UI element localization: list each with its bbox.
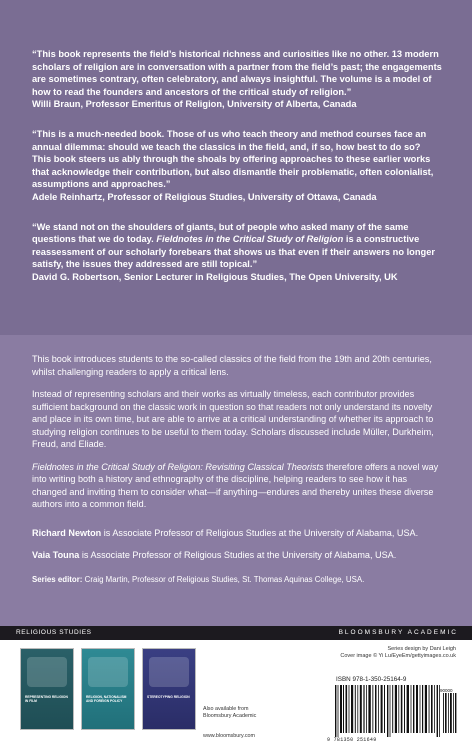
barcode-icon	[335, 685, 457, 737]
publisher-name: BLOOMSBURY ACADEMIC	[338, 629, 458, 636]
endorsements-panel	[0, 0, 472, 335]
quote-attribution: Willi Braun, Professor Emeritus of Religion, University of Alberta, Canada	[32, 99, 357, 110]
quote-text: “This is a much-needed book. Those of us who teach theory and method courses face an annual dilemma: should we teach the classics in the field, and, if so, how best to do so? This book steers us ably through the shoals by offering approaches to these earlier works that acknowledge their contribution, but also dismantle their problematic, often colonialist, assumptions and approaches.”	[32, 128, 434, 190]
image-credit: Cover image © Yi Lu/EyeEm/gettyimages.co.uk	[340, 653, 456, 659]
endorsement-quote	[32, 221, 442, 284]
endorsements-list	[32, 48, 442, 301]
author-bio	[32, 549, 442, 562]
book-description	[32, 353, 442, 596]
series-editor	[32, 574, 442, 587]
cover-art-image	[149, 657, 189, 687]
endorsement-quote	[32, 48, 442, 111]
series-editor-text: Craig Martin, Professor of Religious Studies, St. Thomas Aquinas College, USA.	[82, 574, 365, 584]
subject-label: RELIGIOUS STUDIES	[16, 629, 92, 636]
also-available-note	[203, 706, 256, 720]
cover-art-image	[88, 657, 128, 687]
book-title-italic: Fieldnotes in the Critical Study of Religion: Revisiting Classical Theorists	[32, 461, 324, 472]
quote-text	[32, 222, 435, 270]
quote-text-part: is a constructive reassessment of our scholarly forebears that shows us that even if their answers no longer satisfy, the issues they addressed are still topical.”	[32, 234, 435, 270]
thumbnail-title: REPRESENTING RELIGION IN FILM	[25, 695, 68, 704]
thumbnail-title: RELIGION, NATIONALISM AND FOREIGN POLICY	[86, 695, 127, 704]
also-available-line: Also available from	[203, 706, 249, 712]
author-bio	[32, 527, 442, 540]
isbn-label: ISBN 978-1-350-25164-9	[336, 676, 407, 683]
publisher-website: www.bloomsbury.com	[203, 733, 256, 739]
design-credit: Series design by Dani Leigh	[387, 646, 456, 652]
quote-text: “This book represents the field’s historical richness and curiosities like no other. 13 modern scholars of religion are in conversation with a partner from the field’s past; the engagements are sometimes contrary, often celebratory, and always insightful. The volume is a model of how to read the founders and ancestors of the critical study of religion.”	[32, 49, 442, 97]
cover-art-image	[27, 657, 67, 687]
description-paragraph: This book introduces students to the so-called classics of the field from the 19th and 20th centuries, whilst challenging readers to apply a critical lens.	[32, 354, 432, 377]
description-paragraph	[32, 461, 442, 511]
author-name: Vaia Touna	[32, 550, 80, 560]
quote-book-title: Fieldnotes in the Critical Study of Religion	[156, 234, 344, 245]
price-addon: 90000	[440, 688, 453, 693]
quote-attribution: Adele Reinhartz, Professor of Religious Studies, University of Ottawa, Canada	[32, 191, 377, 202]
related-book-thumbnail	[81, 648, 135, 730]
cover-credits	[340, 646, 456, 660]
series-editor-label: Series editor:	[32, 574, 83, 584]
author-bio-text: is Associate Professor of Religious Studies at the University of Alabama, USA.	[101, 527, 419, 538]
thumbnail-title: STEREOTYPING RELIGION	[147, 695, 190, 699]
related-book-thumbnail	[20, 648, 74, 730]
also-available-line: Bloomsbury Academic	[203, 713, 257, 719]
related-book-thumbnail	[142, 648, 196, 730]
quote-text-part: “We stand not on the shoulders of giants, but of people who asked many of the same questions that we do today.	[32, 221, 409, 245]
bottom-strip	[0, 640, 472, 750]
barcode-digits: 9 781350 251649	[327, 737, 377, 743]
author-bio-text: is Associate Professor of Religious Studies at the University of Alabama, USA.	[79, 550, 397, 560]
description-text: therefore offers a novel way into writing both a history and ethnography of the discipline, helping readers to see how it has changed and inviting them to consider what—if anything—endures and thereby unites these diverse authors into a common field.	[32, 461, 439, 509]
description-paragraph: Instead of representing scholars and their works as virtually timeless, each contributor provides sufficient background on the classic work in question so that readers not only understand its novelty and place in its own time, but are able to arrive at a critical understanding of whether its approach to studying religion continues to be useful to them today. Scholars discussed include Müller, Durkheim, Freud, and Eliade.	[32, 389, 434, 449]
quote-attribution: David G. Robertson, Senior Lecturer in Religious Studies, The Open University, UK	[32, 271, 398, 282]
author-name: Richard Newton	[32, 527, 102, 538]
subject-bar	[0, 626, 472, 640]
endorsement-quote	[32, 128, 442, 204]
